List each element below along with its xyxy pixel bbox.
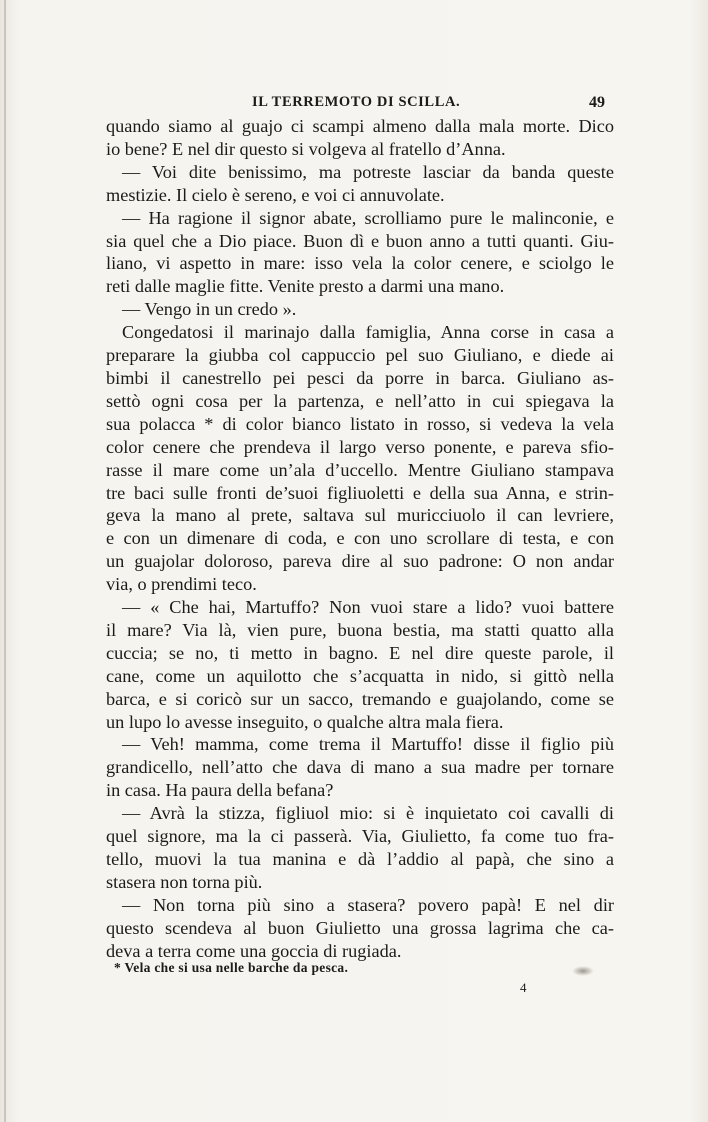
text-line: quel signore, ma la ci passerà. Via, Giulietto, fa come tuo fra- <box>106 826 614 847</box>
text-line: — Voi dite benissimo, ma potreste lasciar da banda queste <box>122 161 614 182</box>
text-line: stasera non torna più. <box>106 871 263 892</box>
text-line: liano, vi aspetto in mare: isso vela la color cenere, e sciolgo le <box>106 253 614 274</box>
text-line: — Vengo in un credo ». <box>122 299 297 320</box>
running-title: IL TERREMOTO DI SCILLA. <box>252 94 461 110</box>
printer-signature-mark: 4 <box>520 980 527 995</box>
text-line: e con un dimenare di coda, e con uno scrollare di testa, e con <box>106 528 614 549</box>
text-line: via, o prendimi teco. <box>106 574 257 595</box>
text-line: geva la mano al prete, saltava sul muricciuolo il can levriere, <box>106 505 614 526</box>
text-line: tre baci sulle fronti de’suoi figliuoletti e della sua Anna, e strin- <box>106 482 614 503</box>
text-line: io bene? E nel dir questo si volgeva al fratello d’Anna. <box>106 138 506 159</box>
ink-smudge-mark <box>572 966 594 976</box>
text-line: reti dalle maglie fitte. Venite presto a darmi una mano. <box>106 276 505 297</box>
text-line: preparare la giubba col cappuccio pel suo Giuliano, e diede ai <box>106 345 614 366</box>
text-line: un lupo lo avesse inseguito, o qualche altra mala fiera. <box>106 711 504 732</box>
text-line: — Ha ragione il signor abate, scrolliamo pure le malinconie, e <box>122 207 614 228</box>
text-line: barca, e si coricò sur un sacco, tremando e guajolando, come se <box>106 688 614 709</box>
text-line: color cenere che prendeva il largo verso ponente, e pareva sfio- <box>106 436 614 457</box>
text-line: Congedatosi il marinajo dalla famiglia, Anna corse in casa a <box>122 322 614 343</box>
text-line: — « Che hai, Martuffo? Non vuoi stare a lido? vuoi battere <box>122 597 614 618</box>
text-line: rasse il mare come un’ala d’uccello. Mentre Giuliano stampava <box>106 459 614 480</box>
text-line: — Veh! mamma, come trema il Martuffo! disse il figlio più <box>122 734 614 755</box>
text-line: questo scendeva al buon Giulietto una grossa lagrima che ca- <box>106 917 614 938</box>
text-line: — Non torna più sino a stasera? povero papà! E nel dir <box>122 894 614 915</box>
text-line: un guajolar doloroso, pareva dire al suo padrone: O non andar <box>106 551 614 572</box>
text-line: bimbi il canestrello pei pesci da porre in barca. Giuliano as- <box>106 367 614 388</box>
text-line: cuccia; se no, ti metto in bagno. E nel dire queste parole, il <box>106 642 614 663</box>
text-line: tello, muovi la tua manina e dà l’addio al papà, che sino a <box>106 849 614 869</box>
text-line: grandicello, nell’atto che dava di mano a sua madre per tornare <box>106 757 614 778</box>
text-line: — Avrà la stizza, figliuol mio: si è inquietato coi cavalli di <box>122 803 614 824</box>
text-line: in casa. Ha paura della befana? <box>106 780 334 801</box>
text-line: mestizie. Il cielo è sereno, e voi ci annuvolate. <box>106 184 445 205</box>
text-line: il mare? Via là, vien pure, buona bestia, ma statti quatto alla <box>106 619 614 640</box>
text-line: cane, come un aquilotto che s’acquatta in nido, si gittò nella <box>106 665 614 686</box>
text-line: sua polacca * di color bianco listato in rosso, si vedeva la vela <box>106 413 614 434</box>
text-line: settò ogni cosa per la partenza, e nell’atto in cui spiegava la <box>106 390 614 411</box>
page-spine-edge <box>4 0 6 1122</box>
text-line: quando siamo al guajo ci scampi almeno dalla mala morte. Dico <box>106 116 614 136</box>
page-number: 49 <box>589 94 605 111</box>
body-text <box>106 115 614 963</box>
footnote: * Vela che si usa nelle barche da pesca. <box>114 960 349 975</box>
text-line: sia quel che a Dio piace. Buon dì e buon anno a tutti quanti. Giu- <box>106 230 614 251</box>
text-line: deva a terra come una goccia di rugiada. <box>106 940 402 961</box>
